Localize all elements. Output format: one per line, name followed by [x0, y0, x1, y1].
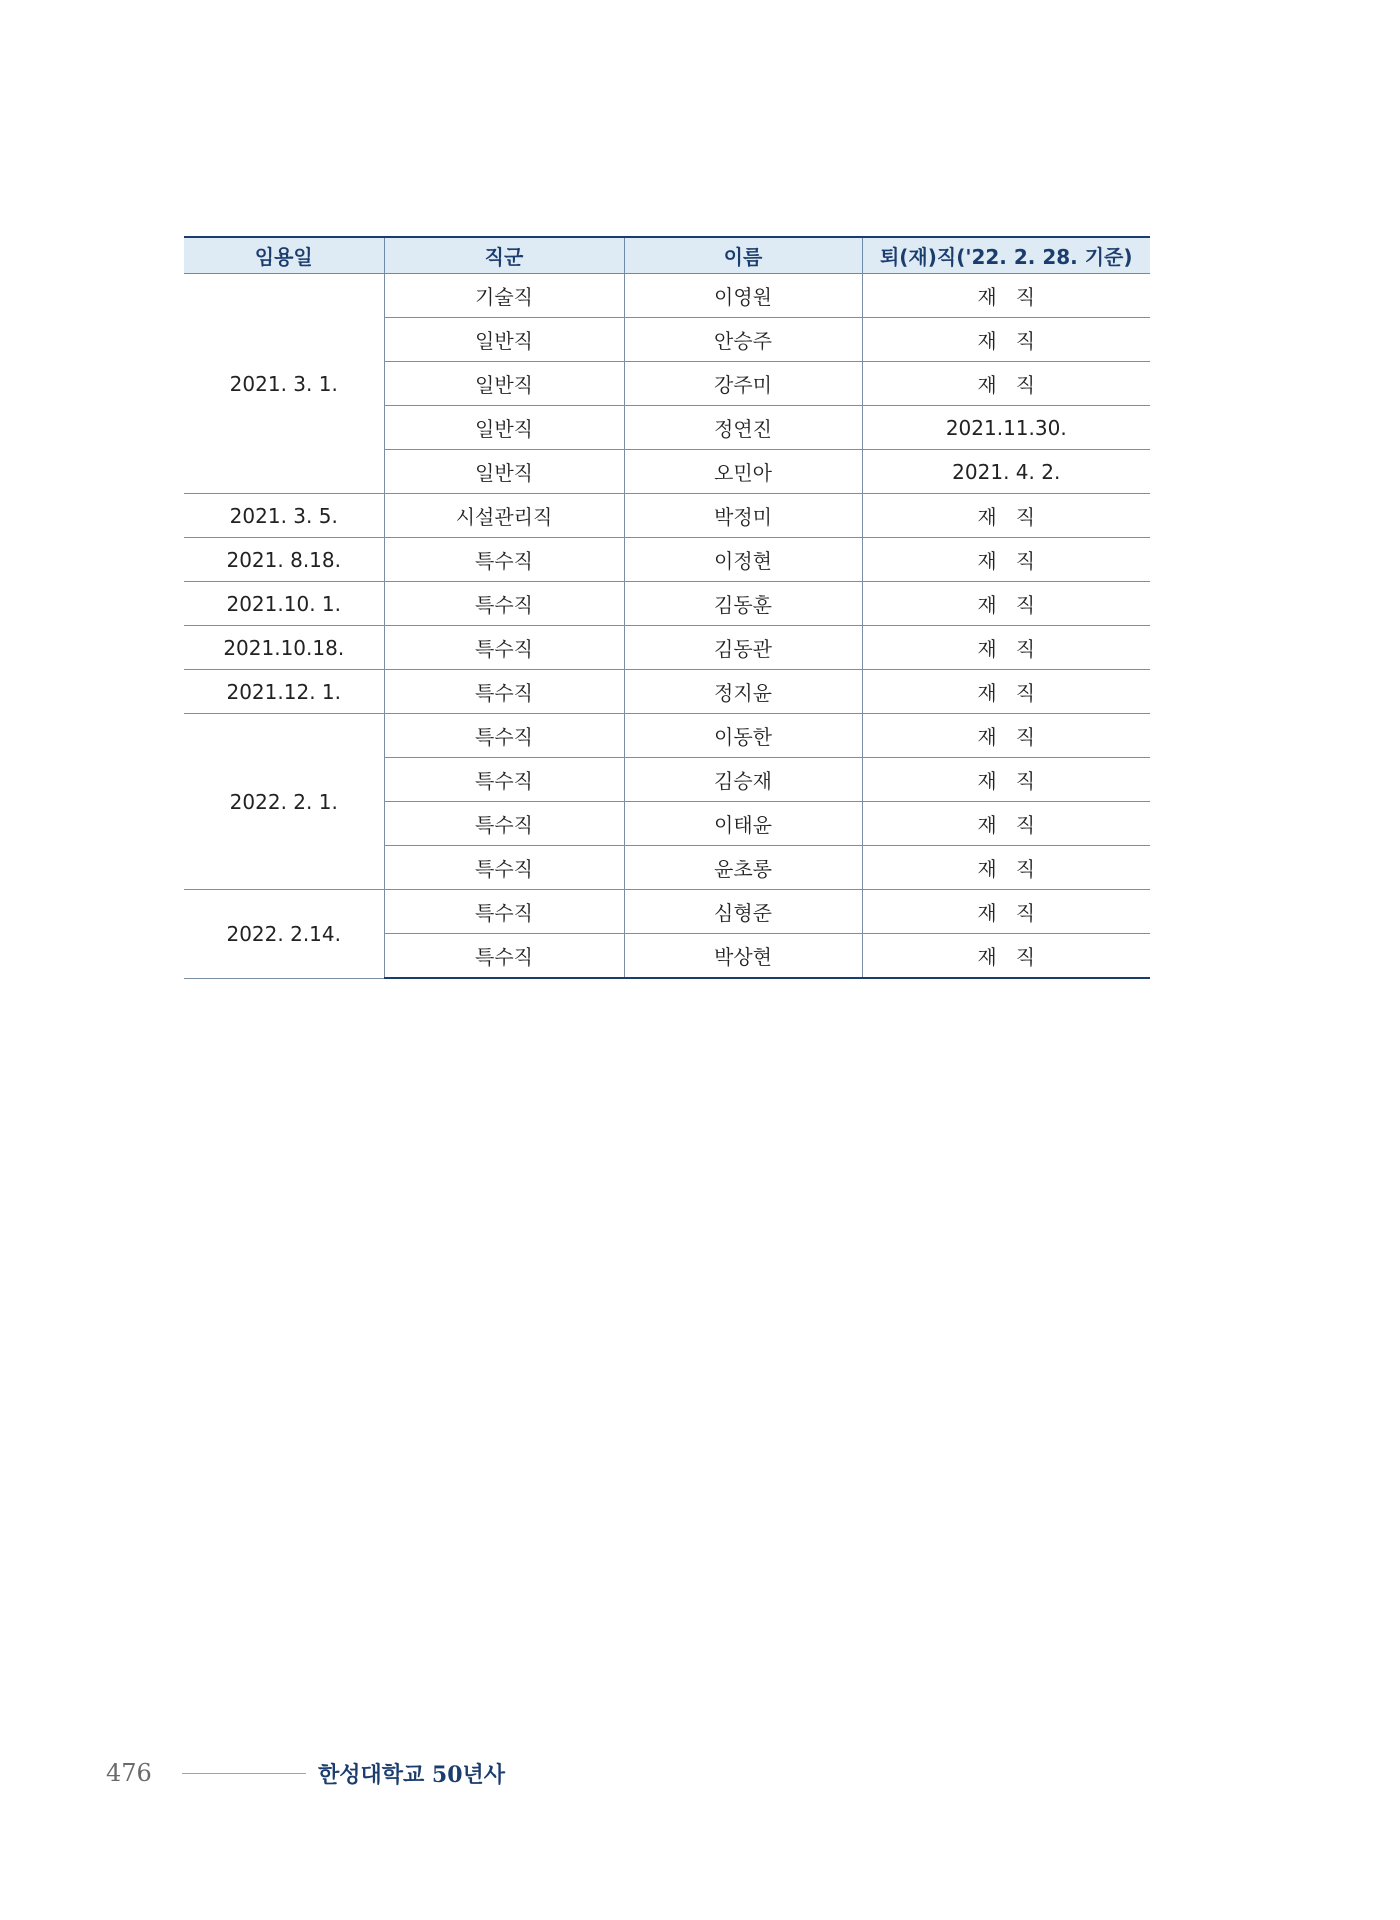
- name-cell: 심형준: [624, 890, 862, 934]
- status-cell: 재 직: [862, 582, 1150, 626]
- header-job-group: 직군: [384, 237, 624, 274]
- table-row: [184, 274, 1150, 318]
- status-cell: 재 직: [862, 362, 1150, 406]
- name-cell: 박정미: [624, 494, 862, 538]
- table-body: [184, 274, 1150, 979]
- table-row: [184, 670, 1150, 714]
- page-number: 476: [106, 1759, 152, 1787]
- table-row: [184, 890, 1150, 934]
- job-group-cell: 일반직: [384, 362, 624, 406]
- appointment-date-cell: 2021.12. 1.: [184, 670, 384, 714]
- name-cell: 박상현: [624, 934, 862, 979]
- status-cell: 재 직: [862, 714, 1150, 758]
- job-group-cell: 일반직: [384, 406, 624, 450]
- table-header-row: [184, 237, 1150, 274]
- appointment-date-cell: 2021. 3. 5.: [184, 494, 384, 538]
- status-cell: 재 직: [862, 846, 1150, 890]
- job-group-cell: 특수직: [384, 802, 624, 846]
- job-group-cell: 기술직: [384, 274, 624, 318]
- job-group-cell: 시설관리직: [384, 494, 624, 538]
- page-footer: [106, 1758, 505, 1788]
- job-group-cell: 특수직: [384, 714, 624, 758]
- footer-divider: [182, 1773, 306, 1774]
- status-cell: 재 직: [862, 538, 1150, 582]
- job-group-cell: 특수직: [384, 626, 624, 670]
- table-row: [184, 494, 1150, 538]
- job-group-cell: 일반직: [384, 318, 624, 362]
- status-cell: 재 직: [862, 934, 1150, 979]
- job-group-cell: 특수직: [384, 758, 624, 802]
- appointment-date-cell: 2021.10.18.: [184, 626, 384, 670]
- name-cell: 윤초롱: [624, 846, 862, 890]
- name-cell: 정연진: [624, 406, 862, 450]
- status-cell: 재 직: [862, 318, 1150, 362]
- name-cell: 김승재: [624, 758, 862, 802]
- header-appointment-date: 임용일: [184, 237, 384, 274]
- status-cell: 재 직: [862, 802, 1150, 846]
- staff-appointment-table: [184, 236, 1150, 979]
- job-group-cell: 특수직: [384, 670, 624, 714]
- name-cell: 이정현: [624, 538, 862, 582]
- job-group-cell: 일반직: [384, 450, 624, 494]
- appointment-date-cell: 2022. 2. 1.: [184, 714, 384, 890]
- header-status: 퇴(재)직('22. 2. 28. 기준): [862, 237, 1150, 274]
- name-cell: 이동한: [624, 714, 862, 758]
- table-row: [184, 714, 1150, 758]
- status-cell: 2021.11.30.: [862, 406, 1150, 450]
- name-cell: 김동훈: [624, 582, 862, 626]
- status-cell: 재 직: [862, 890, 1150, 934]
- book-title: 한성대학교 50년사: [318, 1761, 506, 1788]
- status-cell: 재 직: [862, 758, 1150, 802]
- appointment-date-cell: 2021. 8.18.: [184, 538, 384, 582]
- status-cell: 재 직: [862, 670, 1150, 714]
- name-cell: 김동관: [624, 626, 862, 670]
- status-cell: 재 직: [862, 626, 1150, 670]
- job-group-cell: 특수직: [384, 934, 624, 979]
- table-row: [184, 538, 1150, 582]
- status-cell: 재 직: [862, 274, 1150, 318]
- header-name: 이름: [624, 237, 862, 274]
- table-row: [184, 582, 1150, 626]
- job-group-cell: 특수직: [384, 582, 624, 626]
- status-cell: 재 직: [862, 494, 1150, 538]
- name-cell: 강주미: [624, 362, 862, 406]
- job-group-cell: 특수직: [384, 846, 624, 890]
- appointment-date-cell: 2021. 3. 1.: [184, 274, 384, 494]
- status-cell: 2021. 4. 2.: [862, 450, 1150, 494]
- job-group-cell: 특수직: [384, 538, 624, 582]
- appointment-date-cell: 2021.10. 1.: [184, 582, 384, 626]
- name-cell: 이영원: [624, 274, 862, 318]
- appointment-date-cell: 2022. 2.14.: [184, 890, 384, 979]
- name-cell: 이태윤: [624, 802, 862, 846]
- name-cell: 정지윤: [624, 670, 862, 714]
- name-cell: 안승주: [624, 318, 862, 362]
- table-row: [184, 626, 1150, 670]
- name-cell: 오민아: [624, 450, 862, 494]
- job-group-cell: 특수직: [384, 890, 624, 934]
